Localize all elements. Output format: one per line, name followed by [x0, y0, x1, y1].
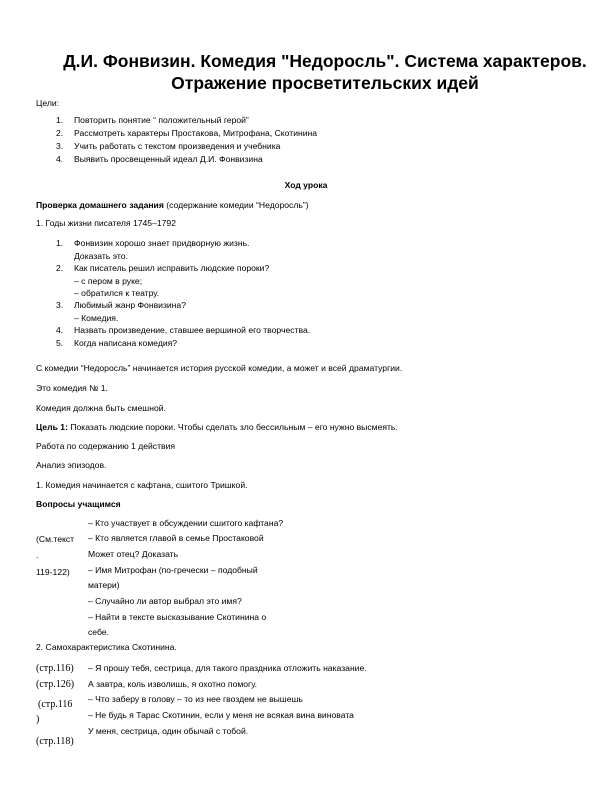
- paragraph-goal1: [36, 422, 398, 432]
- question-item: [56, 300, 186, 310]
- goal-text: Повторить понятие “ положительный герой”: [74, 115, 249, 125]
- hand-question: Может отец? Доказать: [88, 549, 179, 559]
- quote-ref: (стр.116): [36, 663, 74, 674]
- paragraph-self-char: 2. Самохарактеристика Скотинина.: [36, 642, 177, 652]
- goal-text: Рассмотреть характеры Простакова, Митрофана, Скотинина: [74, 128, 318, 138]
- quote-ref: (стр.126): [36, 679, 75, 690]
- hand-question: – Найти в тексте высказывание Скотинина о: [88, 612, 267, 622]
- goal-item: 2. Рассмотреть характеры Простакова, Митрофана, Скотинина: [56, 128, 318, 138]
- question-item: [56, 338, 177, 348]
- goals-colon: :: [56, 98, 60, 108]
- question-number: 4.: [56, 325, 64, 335]
- hand-question: – Кто участвует в обсуждении сшитого кафтана?: [88, 518, 284, 528]
- quote-text: – Что заберу в голову – то из нее гвоздем не вышешь: [88, 694, 303, 704]
- hand-ref: (См.текст: [36, 534, 75, 544]
- homework-rest: (содержание комедии “Недоросль”): [163, 200, 309, 210]
- question-item: [56, 263, 269, 273]
- goals-label-text: Цели: [36, 98, 57, 108]
- quote-ref: (стр.116: [38, 699, 73, 710]
- paragraph-episodes: Анализ эпизодов.: [36, 460, 107, 470]
- hand-ref: 119-122): [36, 567, 70, 577]
- goal-item: 1. Повторить понятие “ положительный герой”: [56, 115, 249, 125]
- goal-text: Выявить просвещенный идеал Д.И. Фонвизина: [74, 154, 263, 164]
- question-text: – обратился к театру.: [74, 288, 160, 298]
- question-text: Любимый жанр Фонвизина?: [74, 300, 186, 310]
- hand-question: – Имя Митрофан (по-гречески – подобный: [88, 565, 258, 575]
- question-text: – Комедия.: [74, 313, 119, 323]
- quote-ref: ): [36, 714, 40, 725]
- goals-label: [36, 98, 59, 108]
- paragraph-funny: Комедия должна быть смешной.: [36, 403, 166, 413]
- hand-question: – Кто является главой в семье Простаковой: [88, 533, 264, 543]
- quote-ref: (стр.118): [36, 736, 74, 747]
- page-title: Д.И. Фонвизин. Комедия "Недоросль". Система характеров. Отражение просветительских идей: [63, 51, 587, 93]
- paragraph-comedy-no1: Это комедия № 1.: [36, 383, 108, 393]
- hand-question: матери): [88, 580, 120, 590]
- question-text: Назвать произведение, ставшее вершиной его творчества.: [74, 325, 311, 335]
- question-text: Фонвизин хорошо знает придворную жизнь.: [74, 238, 250, 248]
- quote-text: – Не будь я Тарас Скотинин, если у меня не всякая вина виновата: [88, 710, 354, 720]
- goal1-bold: Цель 1:: [36, 422, 68, 432]
- question-number: 2.: [56, 263, 64, 273]
- question-number: 3.: [56, 300, 64, 310]
- question-text: Доказать это.: [74, 251, 128, 261]
- quote-text: У меня, сестрица, один обычай с тобой.: [88, 726, 249, 736]
- homework-line: [36, 200, 309, 210]
- goal-item: 3. Учить работать с текстом произведения и учебника: [56, 141, 281, 151]
- hand-ref: .: [36, 550, 39, 560]
- question-text: – с пером в руке;: [74, 276, 143, 286]
- goal-item: 4. Выявить просвещенный идеал Д.И. Фонвизина: [56, 154, 263, 164]
- goal1-rest: Показать людские пороки. Чтобы сделать зло бессильным – его нужно высмеять.: [67, 422, 398, 432]
- question-text: Когда написана комедия?: [74, 338, 178, 348]
- quote-text: А завтра, коль изволишь, я охотно помогу.: [88, 679, 258, 689]
- homework-bold: Проверка домашнего задания: [36, 200, 164, 210]
- years-line: 1. Годы жизни писателя 1745–1792: [36, 218, 176, 228]
- paragraph-history: С комедии “Недоросль” начинается история русской комедии, а может и всей драматургии.: [36, 363, 403, 373]
- hand-question: себе.: [88, 627, 109, 637]
- paragraph-act1: Работа по содержанию 1 действия: [36, 441, 176, 451]
- questions-heading: Вопросы учащимся: [36, 499, 121, 509]
- hand-question: – Случайно ли автор выбрал это имя?: [88, 596, 242, 606]
- goal-text: Учить работать с текстом произведения и учебника: [74, 141, 281, 151]
- lesson-heading: Ход урока: [284, 180, 328, 190]
- paragraph-caftan: 1. Комедия начинается с кафтана, сшитого Тришкой.: [36, 480, 248, 490]
- question-number: 1.: [56, 238, 64, 248]
- quote-text: – Я прошу тебя, сестрица, для такого праздника отложить наказание.: [88, 663, 367, 673]
- question-item: [56, 238, 249, 248]
- question-number: 5.: [56, 338, 64, 348]
- question-item: [56, 325, 310, 335]
- question-text: Как писатель решил исправить людские пороки?: [74, 263, 270, 273]
